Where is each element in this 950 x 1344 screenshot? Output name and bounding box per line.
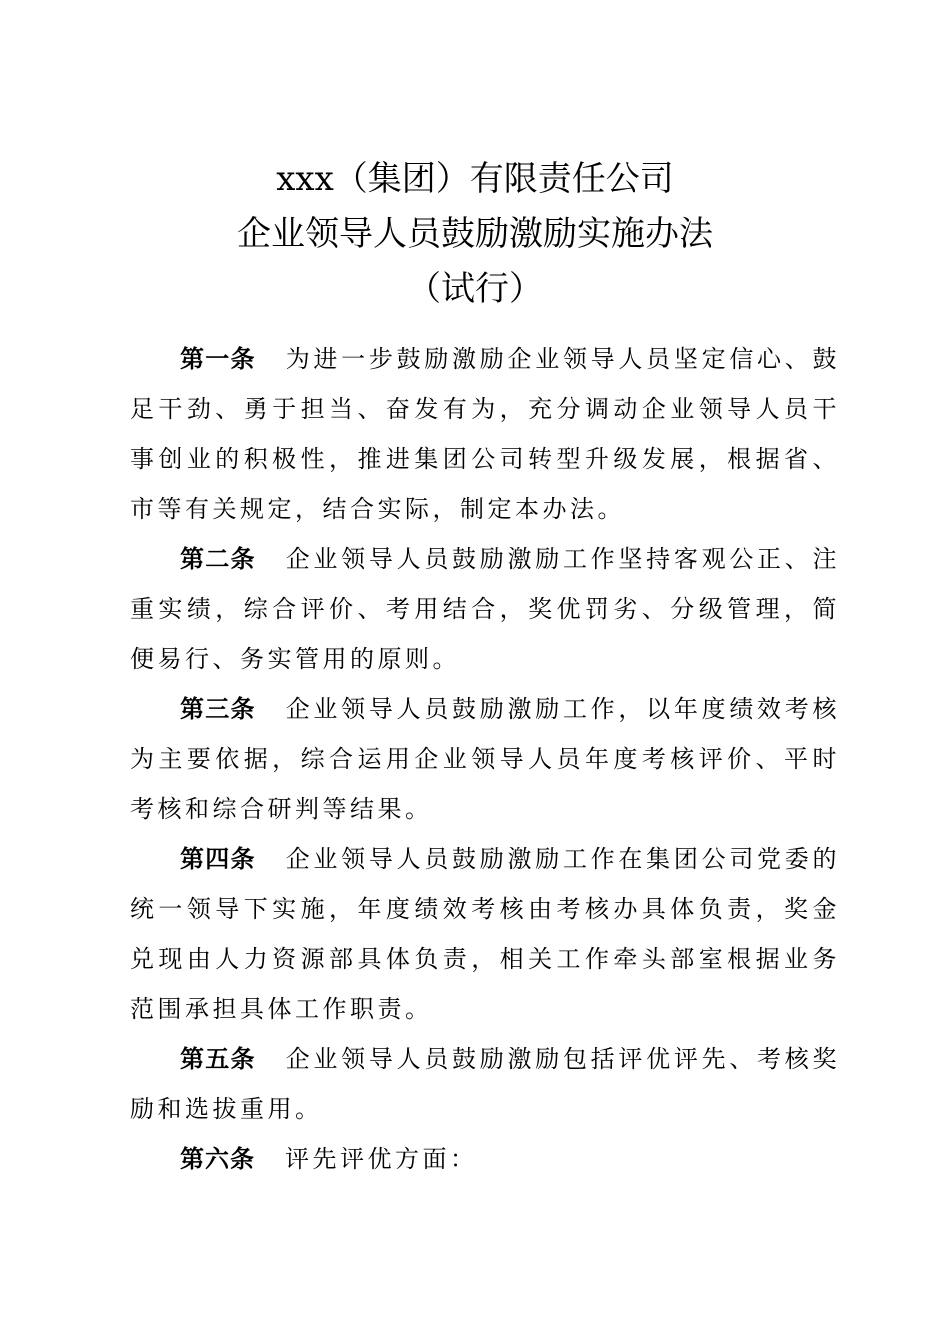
article-number: 第六条 [180, 1145, 255, 1173]
article-text: 企业领导人员鼓励激励工作在集团公司党委的统一领导下实施，年度绩效考核由考核办具体负责，奖金兑现由人力资源部具体负责，相关工作牵头部室根据业务范围承担具体工作职责。 [130, 845, 841, 1023]
article-number: 第四条 [180, 845, 256, 873]
article-2 [130, 534, 840, 684]
article-text: 为进一步鼓励激励企业领导人员坚定信心、鼓足干劲、勇于担当、奋发有为，充分调动企业领导人员干事创业的积极性，推进集团公司转型升级发展，根据省、市等有关规定，结合实际，制定本办法。 [130, 345, 841, 523]
title-line-subject: 企业领导人员鼓励激励实施办法 [237, 214, 713, 254]
article-text: 企业领导人员鼓励激励包括评优评先、考核奖励和选拔重用。 [130, 1045, 841, 1123]
document-title [0, 152, 950, 317]
article-4 [130, 834, 840, 1034]
article-5 [130, 1034, 840, 1134]
article-text: 评先评优方面： [285, 1145, 478, 1173]
title-line-trial: （试行） [407, 269, 543, 309]
title-line-company: xxx（集团）有限责任公司 [276, 159, 674, 199]
article-number: 第二条 [180, 545, 256, 573]
document-body [130, 334, 840, 1184]
article-1 [130, 334, 840, 534]
article-number: 第三条 [180, 695, 256, 723]
article-3 [130, 684, 840, 834]
article-number: 第一条 [180, 345, 256, 373]
article-6 [130, 1134, 840, 1184]
article-text: 企业领导人员鼓励激励工作坚持客观公正、注重实绩，综合评价、考用结合，奖优罚劣、分级管理，简便易行、务实管用的原则。 [130, 545, 841, 673]
article-text: 企业领导人员鼓励激励工作，以年度绩效考核为主要依据，综合运用企业领导人员年度考核评价、平时考核和综合研判等结果。 [130, 695, 841, 823]
article-number: 第五条 [180, 1045, 256, 1073]
